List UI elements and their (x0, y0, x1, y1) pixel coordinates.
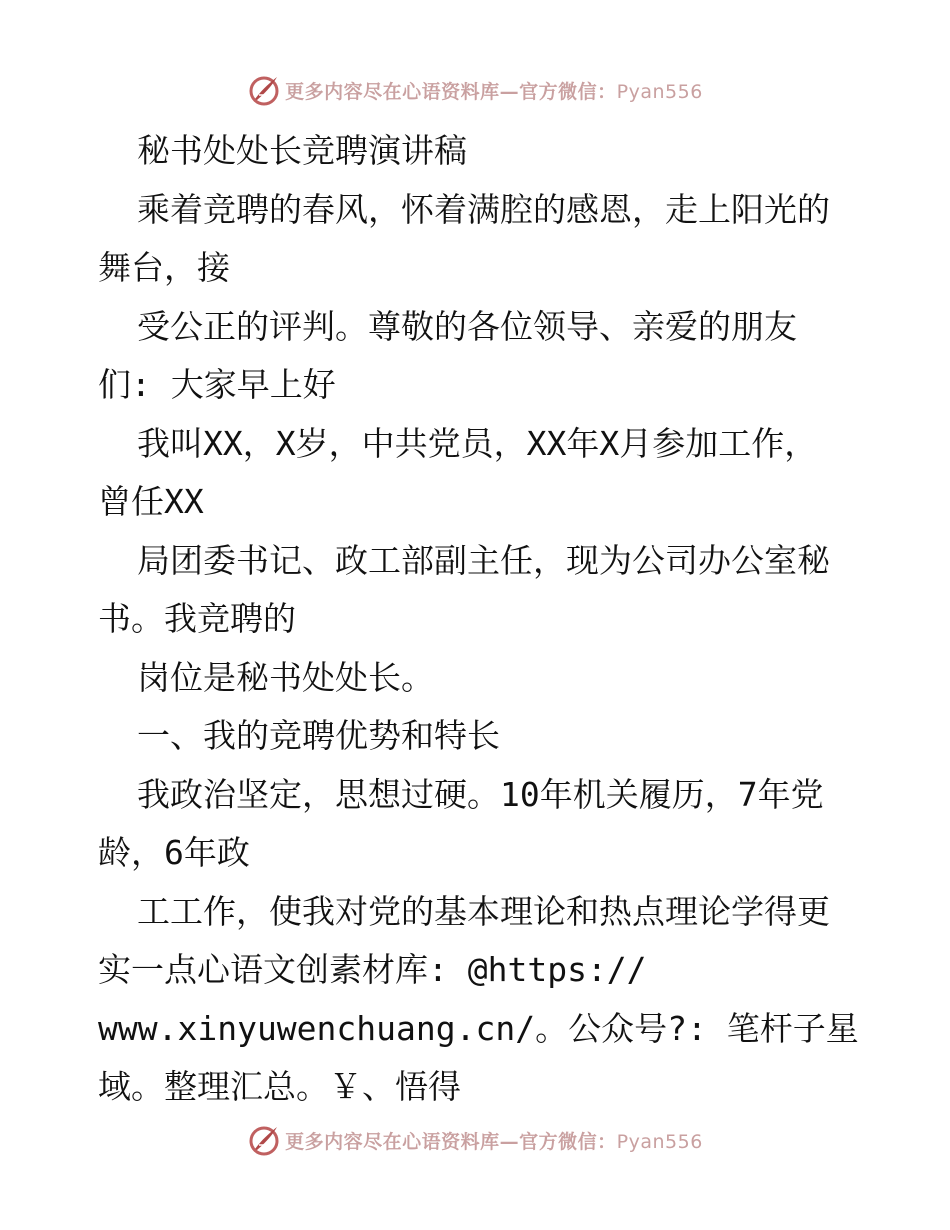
banner-slogan: 更多内容尽在心语资料库—官方微信： (285, 80, 617, 103)
document-line: 我叫XX，X岁，中共党员，XX年X月参加工作， (137, 423, 818, 463)
document-line: 我政治坚定，思想过硬。10年机关履历，7年党 (137, 774, 824, 814)
banner-wechat-id: Pyan556 (616, 1130, 703, 1153)
document-line: 曾任XX (98, 482, 204, 521)
banner-wechat-id: Pyan556 (616, 80, 703, 103)
document-line: 受公正的评判。尊敬的各位领导、亲爱的朋友 (137, 306, 797, 346)
document-line: 舞台，接 (98, 248, 230, 287)
document-body (98, 122, 868, 1117)
document-line: 岗位是秘书处处长。 (137, 657, 434, 697)
document-line: 龄，6年政 (98, 833, 250, 872)
footer-banner (0, 1120, 950, 1160)
banner-text (285, 77, 703, 104)
header-banner (0, 70, 950, 110)
document-line: 一、我的竞聘优势和特长 (137, 716, 500, 755)
document-line: 乘着竞聘的春风，怀着满腔的感恩，走上阳光的 (137, 189, 830, 229)
document-line: 域。整理汇总。￥、悟得 (98, 1067, 461, 1106)
feather-pen-logo-icon (247, 1123, 281, 1157)
banner-slogan: 更多内容尽在心语资料库—官方微信： (285, 1130, 617, 1153)
document-line: www.xinyuwenchuang.cn/。公众号?: 笔杆子星 (98, 1008, 859, 1048)
document-line: 局团委书记、政工部副主任，现为公司办公室秘 (137, 540, 830, 580)
document-line: 工工作，使我对党的基本理论和热点理论学得更 (137, 891, 830, 931)
document-line: 书。我竞聘的 (98, 599, 296, 638)
document-line: 实一点心语文创素材库: @https:// (98, 950, 647, 989)
feather-pen-logo-icon (247, 73, 281, 107)
document-line: 秘书处处长竞聘演讲稿 (137, 131, 467, 170)
document-line: 们: 大家早上好 (98, 365, 336, 404)
banner-text (285, 1127, 703, 1154)
